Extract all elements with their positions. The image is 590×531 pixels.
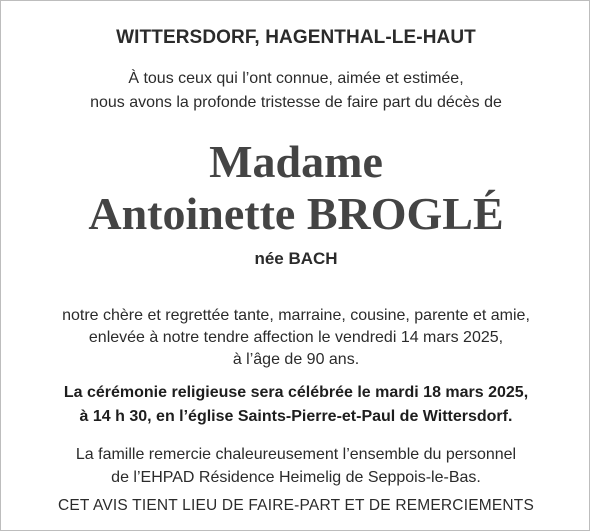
intro-line: À tous ceux qui l’ont connue, aimée et estimée, [128,70,464,87]
ceremony-line: La cérémonie religieuse sera célébrée le mardi 18 mars 2025, [63,384,529,401]
ceremony-line: à 14 h 30, en l’église Saints-Pierre-et-Paul de Wittersdorf. [79,408,513,425]
description-line: notre chère et regrettée tante, marraine, cousine, parente et amie, [62,307,530,324]
ceremony-text [1,381,590,429]
description-line: enlevée à notre tendre affection le vendredi 14 mars 2025, [88,329,504,346]
thanks-line: de l’EHPAD Résidence Heimelig de Seppois-le-Bas. [111,469,481,486]
thanks-text [1,443,590,489]
deceased-title: Madame [209,136,383,187]
intro-line: nous avons la profonde tristesse de faire part du décès de [90,94,502,111]
intro-text [1,67,590,115]
locations-heading: WITTERSDORF, HAGENTHAL-LE-HAUT [116,27,476,48]
footer-notice: CET AVIS TIENT LIEU DE FAIRE-PART ET DE REMERCIEMENTS [58,497,534,514]
deceased-full-name: Antoinette BROGLÉ [88,188,504,239]
thanks-line: La famille remercie chaleureusement l’ensemble du personnel [75,446,517,463]
description-text [1,305,590,371]
deceased-name [1,136,590,240]
description-line: à l’âge de 90 ans. [232,351,360,368]
maiden-name: née BACH [254,249,338,268]
